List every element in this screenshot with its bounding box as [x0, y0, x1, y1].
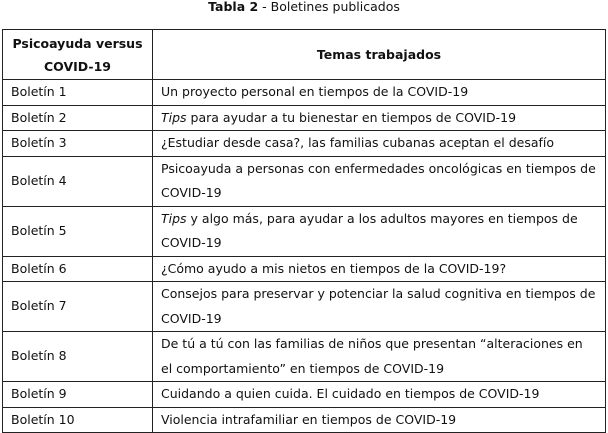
table-row	[3, 282, 606, 332]
topic-cell	[153, 332, 606, 382]
topic-cell	[153, 105, 606, 131]
bulletin-cell: Boletín 7	[3, 282, 153, 332]
topic-text: De tú a tú con las familias de niños que presentan “alteraciones en el comportamiento” en tiempos de COVID-19	[161, 336, 583, 376]
table-header-row	[3, 30, 606, 80]
table-caption-text: Boletines publicados	[270, 0, 400, 14]
table-row	[3, 332, 606, 382]
topic-italic: Tips	[161, 210, 187, 226]
table-row	[3, 206, 606, 256]
table-row	[3, 80, 606, 106]
topic-text: ¿Estudiar desde casa?, las familias cubanas aceptan el desafío	[161, 135, 555, 150]
bulletin-cell: Boletín 10	[3, 407, 153, 433]
topic-cell	[153, 382, 606, 408]
topic-text: para ayudar a tu bienestar en tiempos de COVID-19	[186, 109, 517, 125]
bulletin-cell: Boletín 5	[3, 206, 153, 256]
topic-cell	[153, 131, 606, 157]
bulletin-cell: Boletín 4	[3, 156, 153, 206]
table-row	[3, 156, 606, 206]
table-caption	[0, 0, 608, 16]
bulletin-cell: Boletín 3	[3, 131, 153, 157]
topic-cell	[153, 282, 606, 332]
topic-text: Consejos para preservar y potenciar la salud cognitiva en tiempos de COVID-19	[161, 286, 596, 326]
topic-text: ¿Cómo ayudo a mis nietos en tiempos de la COVID-19?	[161, 260, 507, 276]
table-row	[3, 407, 606, 433]
table-row	[3, 105, 606, 131]
column-header-topics: Temas trabajados	[153, 30, 606, 80]
table-row	[3, 382, 606, 408]
topic-text: Cuidando a quien cuida. El cuidado en tiempos de COVID-19	[161, 386, 540, 401]
topic-cell	[153, 256, 606, 282]
bulletin-cell: Boletín 6	[3, 256, 153, 282]
topic-cell	[153, 206, 606, 256]
topic-italic: Tips	[161, 109, 187, 125]
table-caption-separator: -	[258, 0, 271, 14]
topic-text: Un proyecto personal en tiempos de la COVID-19	[161, 84, 469, 99]
column-header-bulletin: Psicoayuda versus COVID-19	[3, 30, 153, 80]
table-row	[3, 256, 606, 282]
topic-cell	[153, 156, 606, 206]
table-row	[3, 131, 606, 157]
topic-cell	[153, 80, 606, 106]
topic-text: Psicoayuda a personas con enfermedades oncológicas en tiempos de COVID-19	[161, 160, 596, 200]
topic-cell	[153, 407, 606, 433]
topic-text: y algo más, para ayudar a los adultos mayores en tiempos de COVID-19	[161, 210, 578, 250]
bulletin-cell: Boletín 9	[3, 382, 153, 408]
bulletin-cell: Boletín 1	[3, 80, 153, 106]
bulletin-cell: Boletín 8	[3, 332, 153, 382]
table-caption-label: Tabla 2	[208, 0, 259, 14]
topic-text: Violencia intrafamiliar en tiempos de COVID-19	[161, 411, 457, 427]
bulletins-table	[2, 29, 606, 433]
bulletin-cell: Boletín 2	[3, 105, 153, 131]
